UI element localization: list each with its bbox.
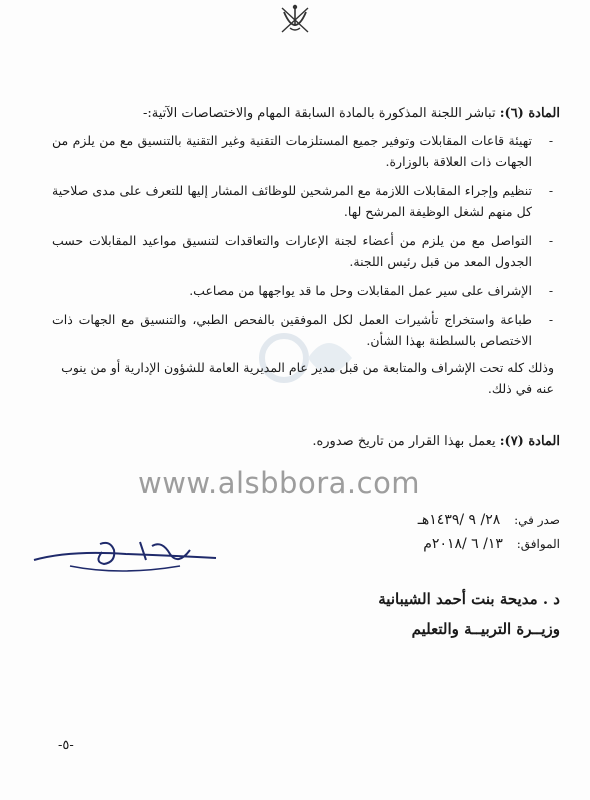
article-6 <box>30 104 560 399</box>
corresponding-label: الموافق: <box>516 537 560 551</box>
task-text: التواصل مع من يلزم من أعضاء لجنة الإعارات والتعاقدات لتنسيق مواعيد المقابلات حسب الجدول المعد من قبل رئيس اللجنة. <box>52 233 532 269</box>
task-text: الإشراف على سير عمل المقابلات وحل ما قد يواجهها من مصاعب. <box>189 283 532 298</box>
signatory-name: د . مديحة بنت أحمد الشيبانية <box>378 590 560 608</box>
task-list <box>30 130 560 351</box>
article-7-heading <box>30 432 560 452</box>
list-item: - تنظيم وإجراء المقابلات اللازمة مع المرشحين للوظائف المشار إليها للتعرف على مدى صلاحية كل منهم لشغل الوظيفة المرشح لها. <box>52 183 554 219</box>
watermark-url: www.alsbbora.com <box>138 466 421 500</box>
page-number: -٥- <box>58 738 74 753</box>
issue-dates <box>260 508 560 556</box>
task-text: تنظيم وإجراء المقابلات اللازمة مع المرشحين للوظائف المشار إليها للتعرف على مدى صلاحية كل منهم لشغل الوظيفة المرشح لها. <box>52 183 532 219</box>
national-emblem-icon <box>276 2 314 38</box>
issued-date-row <box>260 508 560 532</box>
article-6-heading <box>30 104 560 124</box>
article-6-closing: وذلك كله تحت الإشراف والمتابعة من قبل مدير عام المديرية العامة للشؤون الإدارية أو من ينوب عنه في ذلك. <box>61 360 554 396</box>
signatory-title: وزيــرة التربيــة والتعليم <box>411 620 560 638</box>
article-7 <box>30 432 560 452</box>
task-text: طباعة واستخراج تأشيرات العمل لكل الموفقين بالفحص الطبي، والتنسيق مع الجهات ذات الاختصاص بالسلطنة بهذا الشأن. <box>52 312 532 348</box>
list-item: - تهيئة قاعات المقابلات وتوفير جميع المستلزمات التقنية وغير التقنية بالتنسيق مع من يلزم من الجهات ذات العلاقة بالوزارة. <box>52 133 554 169</box>
list-item: - التواصل مع من يلزم من أعضاء لجنة الإعارات والتعاقدات لتنسيق مواعيد المقابلات حسب الجدول المعد من قبل رئيس اللجنة. <box>52 233 554 269</box>
handwritten-signature <box>30 536 220 582</box>
article-6-label: المادة (٦): <box>499 106 560 121</box>
gregorian-date: ١٣/ ٦ /٢٠١٨م <box>423 536 503 552</box>
corresponding-date-row <box>260 532 560 556</box>
article-7-text: يعمل بهذا القرار من تاريخ صدوره. <box>312 434 496 449</box>
issued-label: صدر في: <box>514 513 560 527</box>
article-6-intro: تباشر اللجنة المذكورة بالمادة السابقة المهام والاختصاصات الآتية:- <box>142 106 496 121</box>
task-text: تهيئة قاعات المقابلات وتوفير جميع المستلزمات التقنية وغير التقنية بالتنسيق مع من يلزم من الجهات ذات العلاقة بالوزارة. <box>52 133 532 169</box>
list-item: - الإشراف على سير عمل المقابلات وحل ما قد يواجهها من مصاعب. <box>189 283 554 298</box>
article-7-label: المادة (٧): <box>499 434 560 449</box>
hijri-date: ٢٨/ ٩ /١٤٣٩هـ <box>417 512 501 528</box>
signatory-block <box>260 584 560 644</box>
list-item: - طباعة واستخراج تأشيرات العمل لكل الموفقين بالفحص الطبي، والتنسيق مع الجهات ذات الاختصاص بالسلطنة بهذا الشأن. <box>52 312 554 348</box>
